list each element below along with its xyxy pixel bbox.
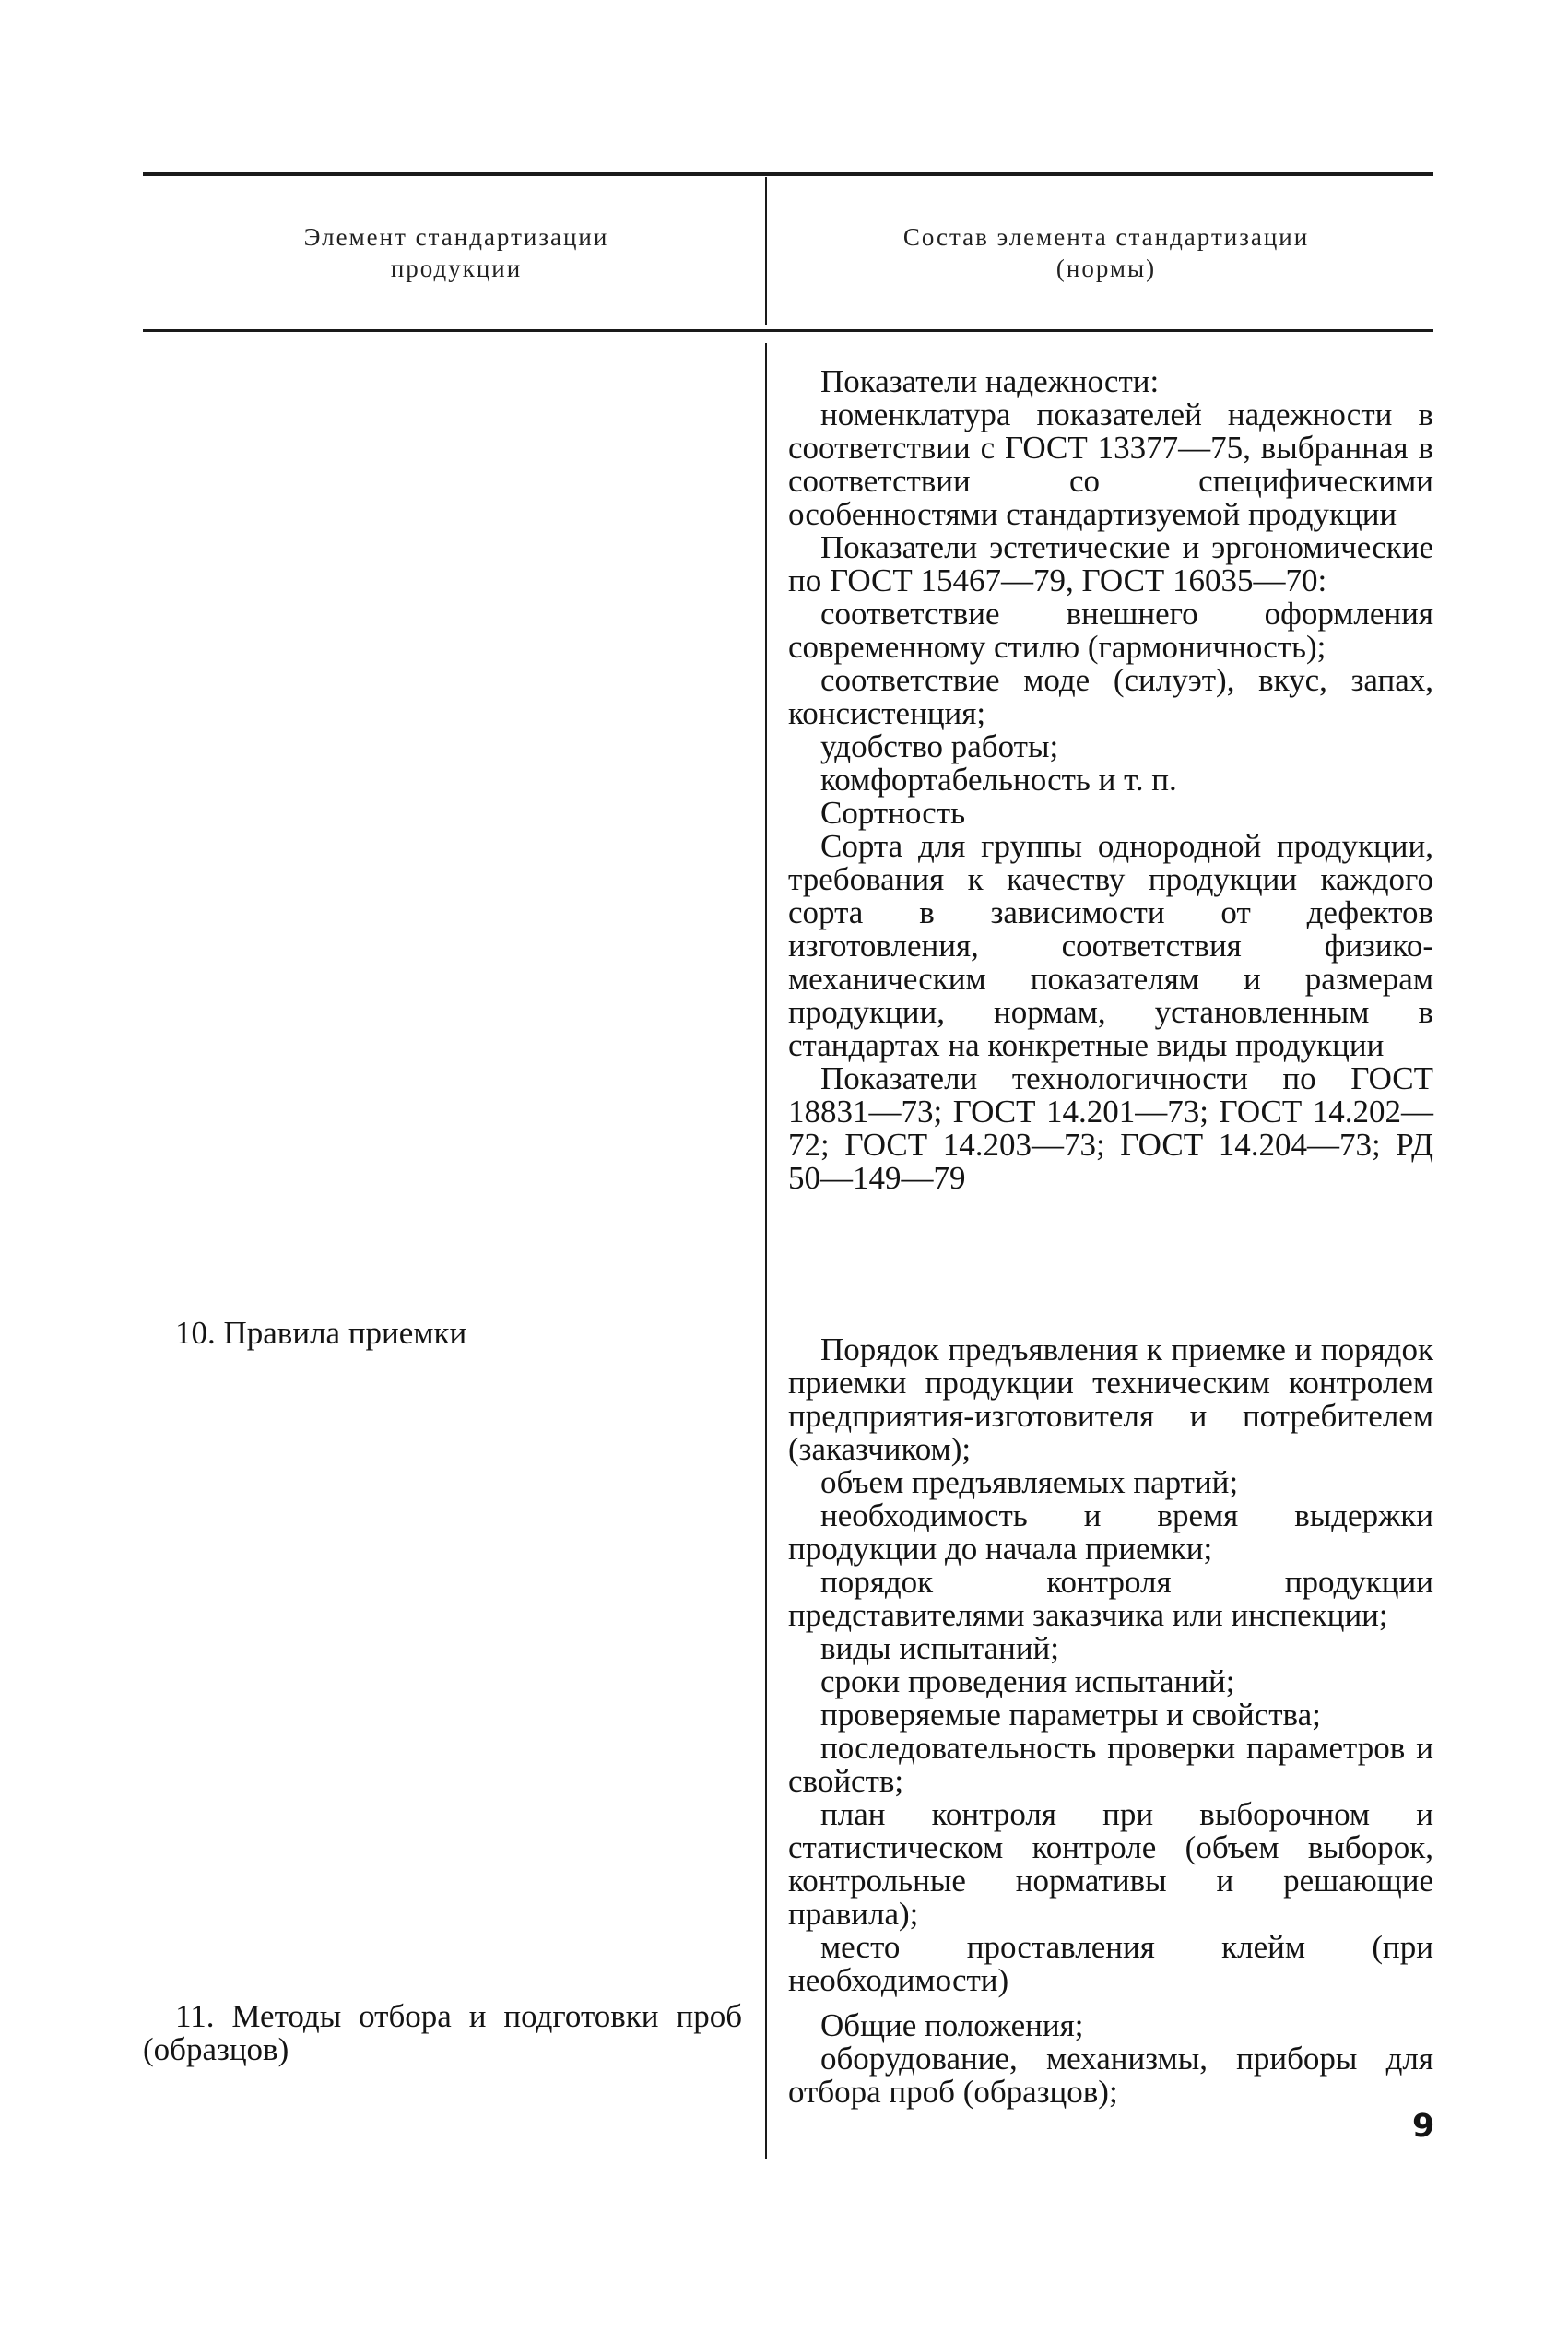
row-continuation-norms xyxy=(788,365,1433,1195)
norm-paragraph: необходимость и время выдержки продукции до начала приемки; xyxy=(788,1497,1433,1567)
norm-paragraph: проверяемые параметры и свойства; xyxy=(820,1697,1321,1733)
row-element-sampling-methods-label: 11. Методы отбора и подготовки проб (образцов) xyxy=(143,1998,742,2067)
column-divider-body xyxy=(765,343,767,2159)
norm-paragraph: последовательность проверки параметров и свойств; xyxy=(788,1730,1433,1799)
row-element-sampling-methods xyxy=(143,2000,742,2066)
header-col-element-line1: Элемент стандартизации xyxy=(303,223,609,251)
norm-paragraph: Показатели технологичности по ГОСТ 18831—73; ГОСТ 14.201—73; ГОСТ 14.202—72; ГОСТ 14.203—73; ГОСТ 14.204—73; РД 50—149—79 xyxy=(788,1060,1433,1196)
norm-paragraph: номенклатура показателей надежности в соответствии с ГОСТ 13377—75, выбранная в соответствии со специфическими особенностями стандартизуемой продукции xyxy=(788,396,1433,532)
header-col-element-line2: продукции xyxy=(390,254,523,282)
norm-paragraph: Сорта для группы однородной продукции, требования к качеству продукции каждого сорта в зависимости от дефектов изготовления, соответствия физико-механическим показателям и размерам продукции, нормам, установленным в стандартах на конкретные виды продукции xyxy=(788,828,1433,1063)
header-col-norms-line2: (нормы) xyxy=(1055,254,1157,282)
header-col-element xyxy=(157,221,756,284)
norm-paragraph: соответствие моде (силуэт), вкус, запах, консистенция; xyxy=(788,662,1433,731)
norm-paragraph: оборудование, механизмы, приборы для отбора проб (образцов); xyxy=(788,2041,1433,2110)
norm-paragraph: удобство работы; xyxy=(820,728,1059,764)
norm-paragraph: Общие положения; xyxy=(820,2007,1084,2043)
table-top-rule xyxy=(143,172,1433,176)
norm-paragraph: Показатели эстетические и эргономические по ГОСТ 15467—79, ГОСТ 16035—70: xyxy=(788,529,1433,598)
norm-paragraph: Сортность xyxy=(820,795,966,831)
norm-paragraph: комфортабельность и т. п. xyxy=(820,762,1177,798)
norm-paragraph: порядок контроля продукции представителями заказчика или инспекции; xyxy=(788,1564,1433,1633)
column-divider-header xyxy=(765,177,767,325)
page-number: 9 xyxy=(1412,2108,1435,2145)
norm-paragraph: план контроля при выборочном и статистическом контроле (объем выборок, контрольные нормативы и решающие правила); xyxy=(788,1796,1433,1932)
norm-paragraph: Показатели надежности: xyxy=(820,363,1160,399)
norm-paragraph: виды испытаний; xyxy=(820,1630,1060,1666)
row-sampling-norms xyxy=(788,2009,1433,2109)
norm-paragraph: сроки проведения испытаний; xyxy=(820,1663,1235,1699)
norm-paragraph: Порядок предъявления к приемке и порядок приемки продукции техническим контролем предприятия-изготовителя и потребителем (заказчиком); xyxy=(788,1331,1433,1467)
norm-paragraph: место проставления клейм (при необходимости) xyxy=(788,1929,1433,1998)
header-col-norms-line1: Состав элемента стандартизации xyxy=(902,223,1310,251)
header-col-norms xyxy=(784,221,1429,284)
norm-paragraph: соответствие внешнего оформления современному стилю (гармоничность); xyxy=(788,596,1433,665)
row-acceptance-norms xyxy=(788,1333,1433,1997)
header-bottom-rule xyxy=(143,329,1433,332)
row-element-acceptance-rules: 10. Правила приемки xyxy=(175,1315,467,1351)
norm-paragraph: объем предъявляемых партий; xyxy=(820,1464,1239,1500)
